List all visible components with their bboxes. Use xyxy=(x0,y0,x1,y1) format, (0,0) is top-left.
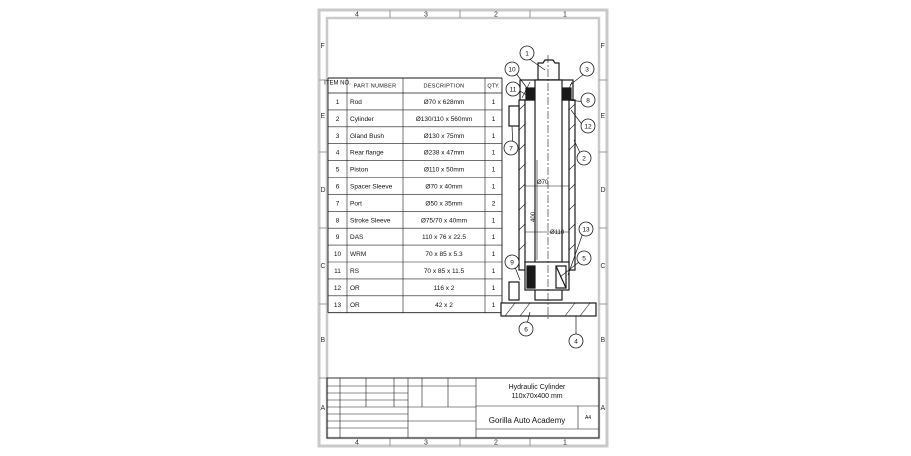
zone-left-5: B xyxy=(320,337,326,344)
zone-right-3: D xyxy=(600,187,606,194)
bom-header-desc: DESCRIPTION xyxy=(423,83,465,90)
zone-top-2: 3 xyxy=(424,11,428,19)
zone-bottom-1: 4 xyxy=(355,439,359,447)
bom-cell-item: 6 xyxy=(335,183,340,191)
bom-cell-part: Piston xyxy=(350,166,369,174)
bom-cell-desc: 70 x 85 x 11.5 xyxy=(423,267,465,275)
bom-cell-desc: Ø238 x 47mm xyxy=(423,149,465,157)
bom-row xyxy=(336,234,496,241)
bom-grid xyxy=(328,78,502,313)
bom-row xyxy=(336,167,496,174)
bom-header-item xyxy=(324,81,351,87)
zone-right-5: B xyxy=(600,337,606,344)
zone-right-1: F xyxy=(600,43,605,50)
bom-cell-qty: 1 xyxy=(491,234,496,242)
bom-cell-desc: 42 x 2 xyxy=(435,301,453,309)
bom-cell-part: Stroke Sleeve xyxy=(350,217,391,225)
bom-row xyxy=(334,302,496,309)
bom-cell-item: 11 xyxy=(334,267,341,275)
balloon-5 xyxy=(577,251,591,265)
bom-cell-item: 3 xyxy=(335,132,340,140)
bom-cell-item: 8 xyxy=(335,217,340,225)
bom-cell-desc: Ø70 x 40mm xyxy=(425,183,463,191)
bom-cell-part: Gland Bush xyxy=(350,132,384,140)
bom-row xyxy=(336,99,496,106)
bom-cell-part: WRM xyxy=(350,251,367,259)
bom-cell-qty: 1 xyxy=(491,166,496,174)
balloon-13 xyxy=(579,222,593,236)
bom-cell-item: 10 xyxy=(333,251,342,259)
balloon-7 xyxy=(504,141,518,155)
bom-cell-qty: 1 xyxy=(491,251,496,259)
balloon-9-label: 9 xyxy=(510,259,514,267)
balloon-6-label: 6 xyxy=(524,326,528,334)
bom-cell-item: 4 xyxy=(335,149,340,157)
balloon-11-label: 11 xyxy=(509,86,517,94)
bom-rows xyxy=(334,99,496,309)
bom-row xyxy=(336,217,496,224)
bom-cell-desc: Ø70 x 628mm xyxy=(423,98,465,106)
dim-rod-dia: Ø70 xyxy=(537,180,549,186)
bom-cell-part: DAS xyxy=(350,234,364,242)
bom-cell-qty: 1 xyxy=(491,115,496,123)
bom-cell-part: RS xyxy=(350,267,360,275)
bom-cell-desc: Ø75/70 x 40mm xyxy=(420,217,468,225)
bom-cell-qty: 1 xyxy=(491,217,496,225)
title-line-2: 110x70x400 mm xyxy=(511,393,563,400)
zone-left-1: F xyxy=(320,43,325,50)
zone-left-2: E xyxy=(320,113,326,120)
balloon-5-label: 5 xyxy=(582,255,586,263)
bom-cell-qty: 1 xyxy=(491,267,496,275)
zone-left-3: D xyxy=(320,187,326,194)
balloon-7-label: 7 xyxy=(509,145,513,153)
bom-cell-desc: Ø130/110 x 560mm xyxy=(415,115,473,123)
balloon-13-label: 13 xyxy=(582,226,590,234)
bom-cell-qty: 1 xyxy=(491,149,496,157)
balloon-3-label: 3 xyxy=(585,66,589,74)
company-name: Gorilla Auto Academy xyxy=(488,416,566,425)
title-line-1: Hydraulic Cylinder xyxy=(508,384,566,391)
balloon-10 xyxy=(505,62,519,76)
bom-cell-qty: 1 xyxy=(491,301,496,309)
port-upper xyxy=(509,106,519,126)
bom-header-qty: QTY. xyxy=(487,83,500,90)
zone-labels xyxy=(321,12,606,447)
bom-cell-qty: 1 xyxy=(491,132,496,140)
zone-right-4: C xyxy=(600,263,606,270)
zone-left-6: A xyxy=(320,405,326,412)
zone-left-4: C xyxy=(320,263,326,270)
balloon-10-label: 10 xyxy=(508,66,516,74)
balloon-1-label: 1 xyxy=(525,50,529,58)
bom-row xyxy=(336,200,496,207)
bom-cell-part: OR xyxy=(350,284,360,292)
bom-cell-desc: 70 x 85 x 5.3 xyxy=(425,251,463,259)
bom-row xyxy=(334,251,496,258)
bom-cell-desc: 116 x 2 xyxy=(433,284,455,292)
bom-table xyxy=(324,78,502,313)
sheet-size: A4 xyxy=(584,415,592,421)
balloon-11 xyxy=(506,82,520,96)
bom-cell-part: Port xyxy=(350,200,362,208)
zone-bottom-2: 3 xyxy=(424,439,428,447)
bom-header-part: PART NUMBER xyxy=(353,83,397,90)
bom-cell-desc: Ø110 x 50mm xyxy=(423,166,465,174)
zone-right-6: A xyxy=(600,405,606,412)
balloon-12 xyxy=(581,119,595,133)
balloon-1 xyxy=(520,46,534,60)
zone-bottom-3: 2 xyxy=(494,439,498,447)
bom-cell-item: 1 xyxy=(335,98,340,106)
bom-cell-part: Rear flange xyxy=(350,149,384,157)
balloon-8-label: 8 xyxy=(586,97,590,105)
balloon-3 xyxy=(580,62,594,76)
balloon-2-label: 2 xyxy=(582,155,586,163)
bom-row xyxy=(336,116,496,123)
bom-cell-qty: 1 xyxy=(491,183,496,191)
rod-seal-left xyxy=(526,88,534,100)
piston-seal-left xyxy=(527,266,535,288)
bom-cell-item: 2 xyxy=(335,115,340,123)
bom-cell-desc: Ø130 x 75mm xyxy=(423,132,465,140)
bom-cell-part: OR xyxy=(350,301,360,309)
balloon-12-label: 12 xyxy=(584,123,592,131)
bom-cell-item: 12 xyxy=(333,284,342,292)
balloon-9 xyxy=(505,255,519,269)
bom-cell-item: 9 xyxy=(335,234,340,242)
bom-cell-item: 5 xyxy=(335,166,340,174)
dim-bore-dia: Ø110 xyxy=(550,230,565,236)
bom-cell-item: 7 xyxy=(335,200,340,208)
bom-cell-part: Rod xyxy=(350,98,362,106)
bom-row xyxy=(336,183,496,190)
balloon-2 xyxy=(577,151,591,165)
dim-stroke: 400 xyxy=(531,211,537,222)
balloon-4-label: 4 xyxy=(574,338,578,346)
zone-top-1: 4 xyxy=(355,11,359,19)
bom-cell-part: Spacer Sleeve xyxy=(350,183,393,191)
bom-cell-item: 13 xyxy=(333,301,342,309)
rod-end xyxy=(538,60,559,80)
balloon-4 xyxy=(569,334,583,348)
zone-top-4: 1 xyxy=(563,11,567,19)
bom-cell-qty: 1 xyxy=(491,98,496,106)
bom-cell-qty: 1 xyxy=(491,284,496,292)
bom-header-item-text: ITEM NO. xyxy=(324,80,351,87)
bom-cell-desc: Ø50 x 35mm xyxy=(425,200,463,208)
balloon-8 xyxy=(581,93,595,107)
bom-row xyxy=(334,268,496,275)
zone-right-2: E xyxy=(600,113,606,120)
bom-row xyxy=(336,150,496,157)
bom-row xyxy=(334,285,496,292)
zone-bottom-4: 1 xyxy=(563,439,567,447)
balloon-6 xyxy=(519,322,533,336)
bom-cell-desc: 110 x 76 x 22.5 xyxy=(422,234,466,242)
zone-top-3: 2 xyxy=(494,11,498,19)
port-lower xyxy=(509,282,519,300)
bom-cell-part: Cylinder xyxy=(350,115,374,123)
bom-cell-qty: 2 xyxy=(491,200,496,208)
bom-row xyxy=(336,133,496,140)
